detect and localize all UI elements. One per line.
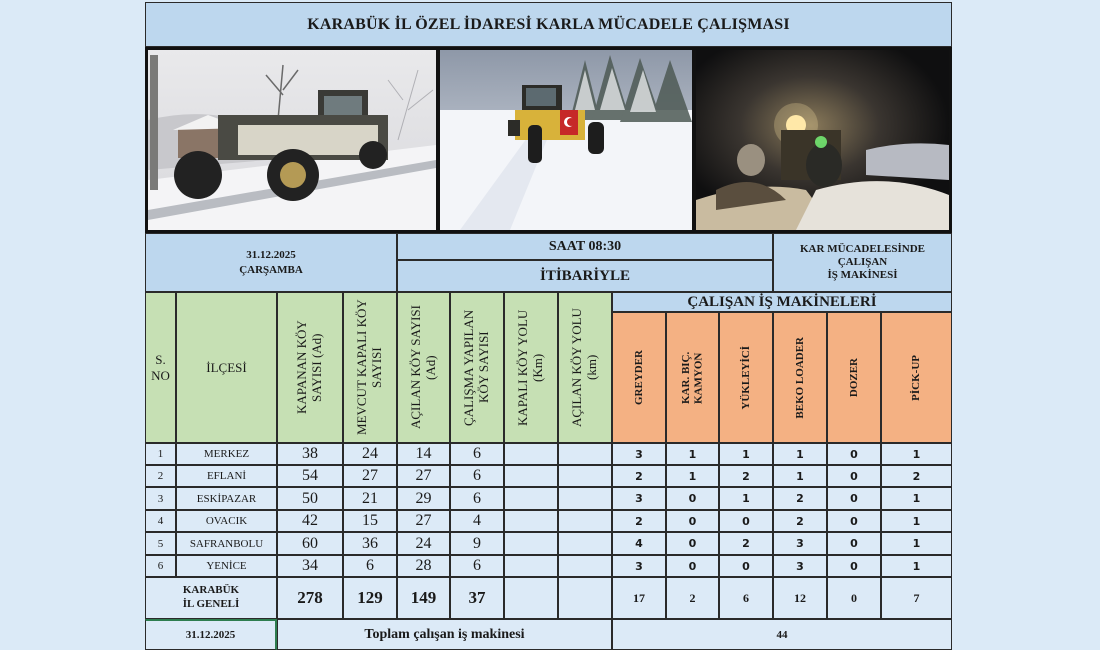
cell-opened-road-km: [558, 443, 612, 465]
cell-district: EFLANİ: [176, 465, 277, 487]
cell-snow-truck: 1: [666, 465, 719, 487]
cell-closed-road-km: [504, 532, 558, 555]
cell-closed-villages: 34: [277, 555, 343, 577]
cell-sno: 3: [145, 487, 176, 510]
header-closed-villages: [277, 292, 343, 443]
cell-beko-loader: 2: [773, 487, 827, 510]
header-opened-road-km: [558, 292, 612, 443]
machines-title-line-1: KAR MÜCADELESİNDE: [800, 242, 925, 255]
cell-sno: 2: [145, 465, 176, 487]
cell-closed-road-km: [504, 465, 558, 487]
cell-snow-truck: 1: [666, 443, 719, 465]
cell-loader: 1: [719, 487, 773, 510]
cell-worked-villages: 4: [450, 510, 504, 532]
cell-beko-loader: 1: [773, 465, 827, 487]
total-label: [145, 577, 277, 619]
cell-currently-closed: 24: [343, 443, 397, 465]
header-greyder: [612, 312, 666, 443]
cell-closed-road-km: [504, 510, 558, 532]
cell-pickup: 2: [881, 465, 952, 487]
cell-closed-villages: 42: [277, 510, 343, 532]
cell-opened-road-km: [558, 532, 612, 555]
yellow-grader-snow-road-photo: [440, 50, 692, 230]
report-as-of: İTİBARİYLE: [397, 260, 773, 292]
machines-group-header: ÇALIŞAN İŞ MAKİNELERİ: [612, 292, 952, 312]
report-date: 31.12.2025: [246, 249, 296, 262]
cell-loader: 0: [719, 510, 773, 532]
header-worked-villages-label: ÇALIŞMA YAPILAN KÖY SAYISI: [461, 309, 491, 426]
cell-district: MERKEZ: [176, 443, 277, 465]
cell-pickup: 1: [881, 510, 952, 532]
cell-opened-villages: 14: [397, 443, 450, 465]
cell-opened-road-km: [558, 555, 612, 577]
cell-greyder: 3: [612, 443, 666, 465]
cell-snow-truck: 0: [666, 487, 719, 510]
cell-beko-loader: 1: [773, 443, 827, 465]
header-opened-road-km-label: AÇILAN KÖY YOLU (km): [569, 308, 599, 427]
cell-loader: 2: [719, 532, 773, 555]
cell-worked-villages: 9: [450, 532, 504, 555]
total-loader: 6: [719, 577, 773, 619]
total-closed: 278: [277, 577, 343, 619]
total-closed-km: [504, 577, 558, 619]
cell-snow-truck: 0: [666, 532, 719, 555]
total-greyder: 17: [612, 577, 666, 619]
total-opened-km: [558, 577, 612, 619]
header-closed-road-km: [504, 292, 558, 443]
cell-currently-closed: 27: [343, 465, 397, 487]
cell-loader: 2: [719, 465, 773, 487]
total-pickup: 7: [881, 577, 952, 619]
cell-opened-villages: 27: [397, 465, 450, 487]
total-beko-loader: 12: [773, 577, 827, 619]
footer-total-label: Toplam çalışan iş makinesi: [277, 619, 612, 650]
header-loader-label: YÜKLEYİCİ: [739, 345, 752, 410]
cell-district: ESKİPAZAR: [176, 487, 277, 510]
header-pickup-label: PİCK-UP: [910, 354, 923, 401]
total-dozer: 0: [827, 577, 881, 619]
cell-closed-road-km: [504, 443, 558, 465]
cell-snow-truck: 0: [666, 510, 719, 532]
header-opened-villages-label: AÇILAN KÖY SAYISI (Ad): [407, 305, 438, 430]
header-currently-closed: [343, 292, 397, 443]
report-title: KARABÜK İL ÖZEL İDARESİ KARLA MÜCADELE ÇALIŞMASI: [145, 2, 952, 47]
cell-closed-villages: 50: [277, 487, 343, 510]
cell-snow-truck: 0: [666, 555, 719, 577]
total-opened: 149: [397, 577, 450, 619]
cell-opened-villages: 29: [397, 487, 450, 510]
cell-greyder: 2: [612, 510, 666, 532]
header-greyder-label: GREYDER: [632, 349, 645, 405]
total-current: 129: [343, 577, 397, 619]
photo-strip: [145, 47, 952, 233]
total-snow-truck: 2: [666, 577, 719, 619]
cell-opened-villages: 27: [397, 510, 450, 532]
machines-title-line-2: ÇALIŞAN: [837, 255, 888, 268]
cell-closed-road-km: [504, 487, 558, 510]
cell-greyder: 3: [612, 555, 666, 577]
cell-currently-closed: 6: [343, 555, 397, 577]
cell-loader: 0: [719, 555, 773, 577]
cell-worked-villages: 6: [450, 487, 504, 510]
cell-closed-road-km: [504, 555, 558, 577]
night-snow-loader-photo: [696, 50, 949, 230]
cell-greyder: 2: [612, 465, 666, 487]
cell-worked-villages: 6: [450, 555, 504, 577]
header-closed-villages-label: KAPANAN KÖY SAYISI (Ad): [294, 320, 324, 415]
cell-opened-road-km: [558, 465, 612, 487]
cell-opened-road-km: [558, 510, 612, 532]
header-beko-loader-label: BEKO LOADER: [793, 336, 806, 419]
cell-sno: 6: [145, 555, 176, 577]
header-snow-truck: [666, 312, 719, 443]
cell-district: SAFRANBOLU: [176, 532, 277, 555]
cell-loader: 1: [719, 443, 773, 465]
header-dozer-label: DOZER: [847, 357, 860, 398]
report-time: SAAT 08:30: [397, 233, 773, 260]
cell-closed-villages: 60: [277, 532, 343, 555]
cell-district: YENİCE: [176, 555, 277, 577]
header-pickup: [881, 312, 952, 443]
header-beko-loader: [773, 312, 827, 443]
cell-pickup: 1: [881, 555, 952, 577]
header-dozer: [827, 312, 881, 443]
cell-currently-closed: 15: [343, 510, 397, 532]
cell-sno: 1: [145, 443, 176, 465]
cell-dozer: 0: [827, 555, 881, 577]
cell-dozer: 0: [827, 465, 881, 487]
header-loader: [719, 312, 773, 443]
total-label-line-2: İL GENELİ: [182, 598, 240, 610]
cell-dozer: 0: [827, 510, 881, 532]
machines-title-line-3: İŞ MAKİNESİ: [827, 269, 898, 282]
cell-greyder: 3: [612, 487, 666, 510]
cell-pickup: 1: [881, 443, 952, 465]
report-day: ÇARŞAMBA: [239, 263, 303, 276]
cell-beko-loader: 3: [773, 555, 827, 577]
cell-closed-villages: 54: [277, 465, 343, 487]
footer-date: 31.12.2025: [145, 619, 277, 650]
header-district: İLÇESİ: [176, 292, 277, 443]
cell-closed-villages: 38: [277, 443, 343, 465]
report-sheet: [145, 0, 952, 650]
cell-currently-closed: 21: [343, 487, 397, 510]
cell-sno: 4: [145, 510, 176, 532]
cell-district: OVACIK: [176, 510, 277, 532]
cell-sno: 5: [145, 532, 176, 555]
snow-grader-photo: [148, 50, 436, 230]
cell-pickup: 1: [881, 532, 952, 555]
cell-dozer: 0: [827, 532, 881, 555]
header-currently-closed-label: MEVCUT KAPALI KÖY SAYISI: [354, 299, 384, 436]
cell-opened-villages: 28: [397, 555, 450, 577]
cell-worked-villages: 6: [450, 465, 504, 487]
total-label-line-1: KARABÜK: [182, 584, 240, 597]
cell-beko-loader: 3: [773, 532, 827, 555]
cell-greyder: 4: [612, 532, 666, 555]
cell-dozer: 0: [827, 443, 881, 465]
header-closed-road-km-label: KAPALI KÖY YOLU (Km): [515, 309, 545, 426]
cell-pickup: 1: [881, 487, 952, 510]
header-opened-villages: [397, 292, 450, 443]
header-worked-villages: [450, 292, 504, 443]
cell-beko-loader: 2: [773, 510, 827, 532]
cell-currently-closed: 36: [343, 532, 397, 555]
working-machines-title: [773, 233, 952, 292]
header-sno: S. NO: [145, 292, 176, 443]
cell-opened-villages: 24: [397, 532, 450, 555]
total-worked: 37: [450, 577, 504, 619]
cell-worked-villages: 6: [450, 443, 504, 465]
cell-dozer: 0: [827, 487, 881, 510]
cell-opened-road-km: [558, 487, 612, 510]
header-snow-truck-label: KAR. BIÇ. KAMYON: [679, 351, 705, 404]
footer-total-value: 44: [612, 619, 952, 650]
report-date-cell: [145, 233, 397, 292]
